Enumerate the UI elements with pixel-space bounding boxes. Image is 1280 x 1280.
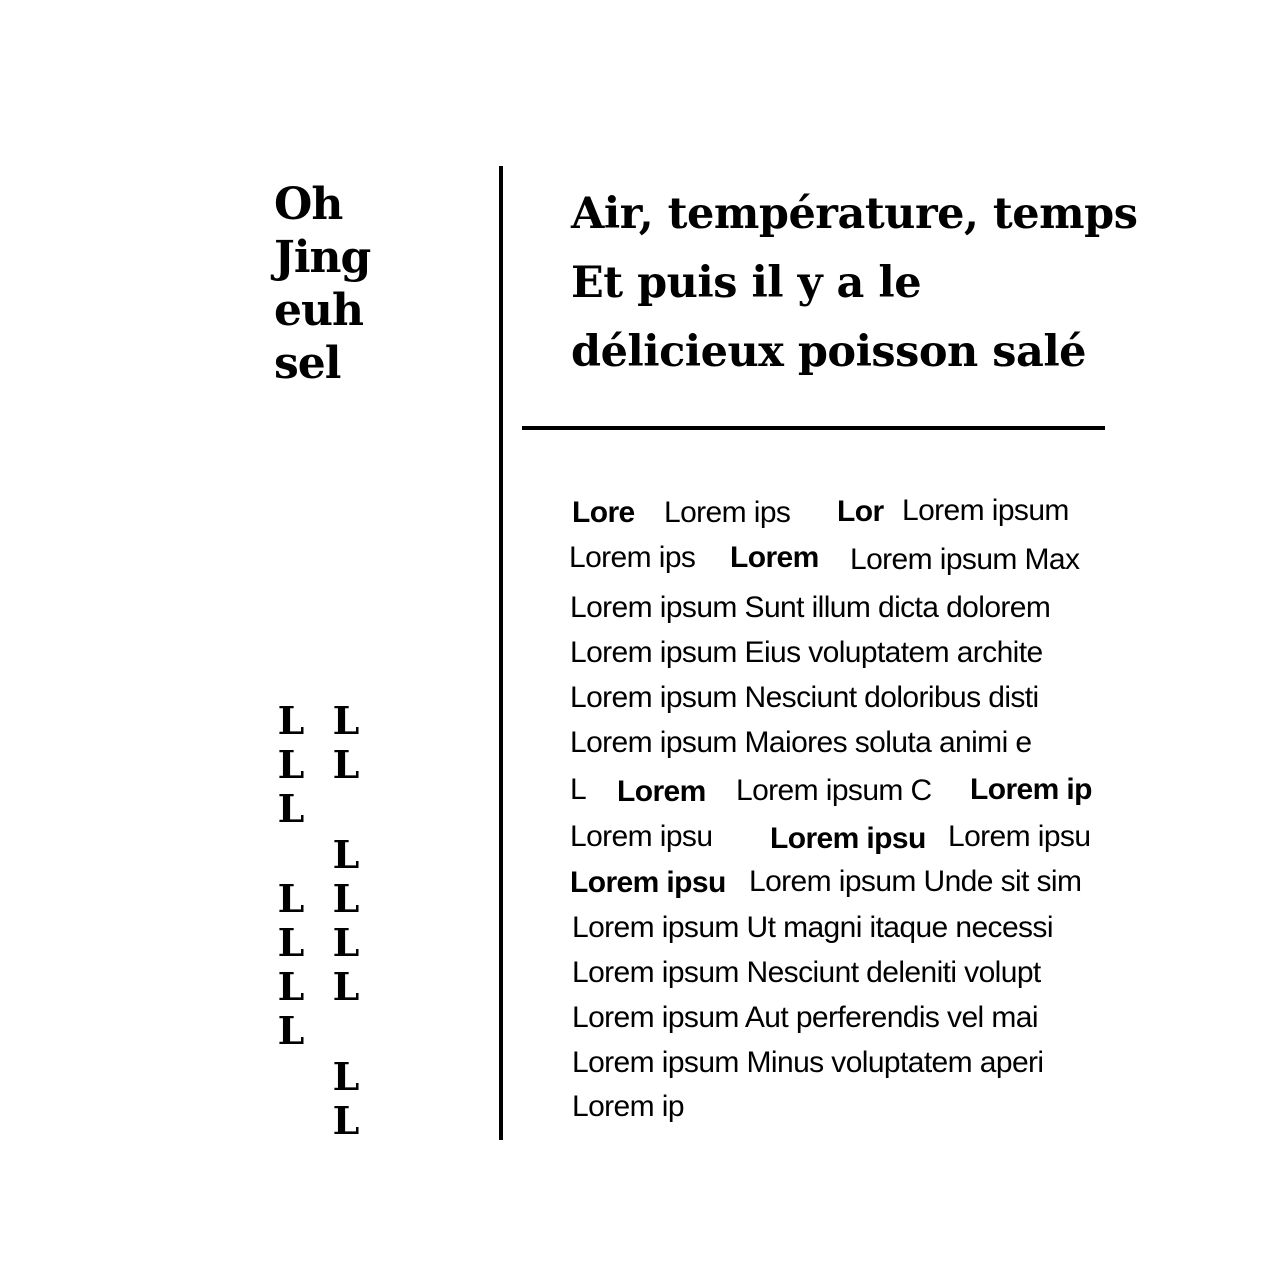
bold-fragment: Lorem ip bbox=[970, 773, 1092, 806]
headline-line: Air, température, temps bbox=[571, 189, 1138, 239]
body-line: Lorem ipsum Nesciunt deleniti volupt bbox=[572, 956, 1041, 989]
text-fragment: Lorem ipsum bbox=[902, 494, 1069, 527]
bold-fragment: Lorem bbox=[730, 541, 819, 574]
l-glyph: L bbox=[332, 920, 360, 965]
body-line bbox=[770, 821, 926, 857]
body-line: Lorem ipsum Maiores soluta animi e bbox=[570, 726, 1032, 759]
bold-fragment: Lor bbox=[837, 495, 884, 528]
l-glyph: L bbox=[332, 698, 360, 743]
bold-fragment: Lorem ipsu bbox=[570, 866, 726, 899]
body-line: Lorem ipsum Nesciunt doloribus disti bbox=[570, 681, 1039, 714]
body-line bbox=[570, 772, 586, 808]
horizontal-divider bbox=[522, 426, 1105, 430]
body-line: Lorem ipsum Ut magni itaque necessi bbox=[572, 911, 1053, 944]
body-line: Lorem ipsum Eius voluptatem archite bbox=[570, 636, 1043, 669]
l-glyph: L bbox=[277, 698, 305, 743]
body-line bbox=[570, 865, 726, 901]
body-line bbox=[664, 495, 790, 531]
body-line bbox=[749, 864, 1081, 900]
text-fragment: Lorem ips bbox=[664, 496, 791, 529]
body-line: Lorem ip bbox=[572, 1090, 684, 1123]
l-glyph: L bbox=[277, 964, 305, 1009]
l-glyph: L bbox=[277, 742, 305, 787]
body-line bbox=[948, 819, 1090, 855]
l-glyph: L bbox=[277, 1008, 305, 1053]
body-line bbox=[902, 493, 1069, 529]
l-glyph: L bbox=[332, 1054, 360, 1099]
body-line bbox=[617, 774, 706, 810]
headline-line: délicieux poisson salé bbox=[571, 327, 1087, 377]
side-title-line: Jing bbox=[274, 232, 371, 283]
side-title bbox=[274, 178, 474, 390]
body-line bbox=[572, 495, 635, 531]
side-title-line: euh bbox=[274, 285, 363, 336]
body-line bbox=[850, 542, 1079, 578]
headline bbox=[571, 180, 1221, 387]
l-glyph: L bbox=[277, 876, 305, 921]
text-fragment: Lorem ipsum Unde sit sim bbox=[749, 865, 1082, 898]
l-glyph: L bbox=[332, 742, 360, 787]
bold-fragment: Lorem bbox=[617, 775, 706, 808]
bold-fragment: Lore bbox=[572, 496, 635, 529]
body-line bbox=[736, 773, 932, 809]
body-line bbox=[570, 819, 712, 855]
body-line bbox=[569, 540, 695, 576]
text-fragment: Lorem ipsum Max bbox=[850, 543, 1080, 576]
body-line: Lorem ipsum Aut perferendis vel mai bbox=[572, 1001, 1038, 1034]
side-title-line: sel bbox=[274, 338, 341, 389]
body-line: Lorem ipsum Sunt illum dicta dolorem bbox=[570, 591, 1051, 624]
l-glyph: L bbox=[332, 832, 360, 877]
l-glyph: L bbox=[277, 786, 305, 831]
body-line: Lorem ipsum Minus voluptatem aperi bbox=[572, 1046, 1044, 1079]
body-line bbox=[730, 540, 819, 576]
bold-fragment: Lorem ipsu bbox=[770, 822, 926, 855]
text-fragment: Lorem ipsu bbox=[948, 820, 1091, 853]
text-fragment: Lorem ipsu bbox=[570, 820, 713, 853]
vertical-divider bbox=[499, 166, 503, 1140]
text-fragment: Lorem ips bbox=[569, 541, 696, 574]
side-title-line: Oh bbox=[274, 179, 343, 230]
body-line bbox=[837, 494, 884, 530]
body-line bbox=[970, 772, 1092, 808]
l-glyph: L bbox=[332, 1098, 360, 1143]
l-glyph: L bbox=[332, 876, 360, 921]
text-fragment: Lorem ipsum C bbox=[736, 774, 932, 807]
text-fragment: L bbox=[570, 773, 587, 806]
headline-line: Et puis il y a le bbox=[571, 258, 922, 308]
l-glyph: L bbox=[332, 964, 360, 1009]
l-glyph: L bbox=[277, 920, 305, 965]
